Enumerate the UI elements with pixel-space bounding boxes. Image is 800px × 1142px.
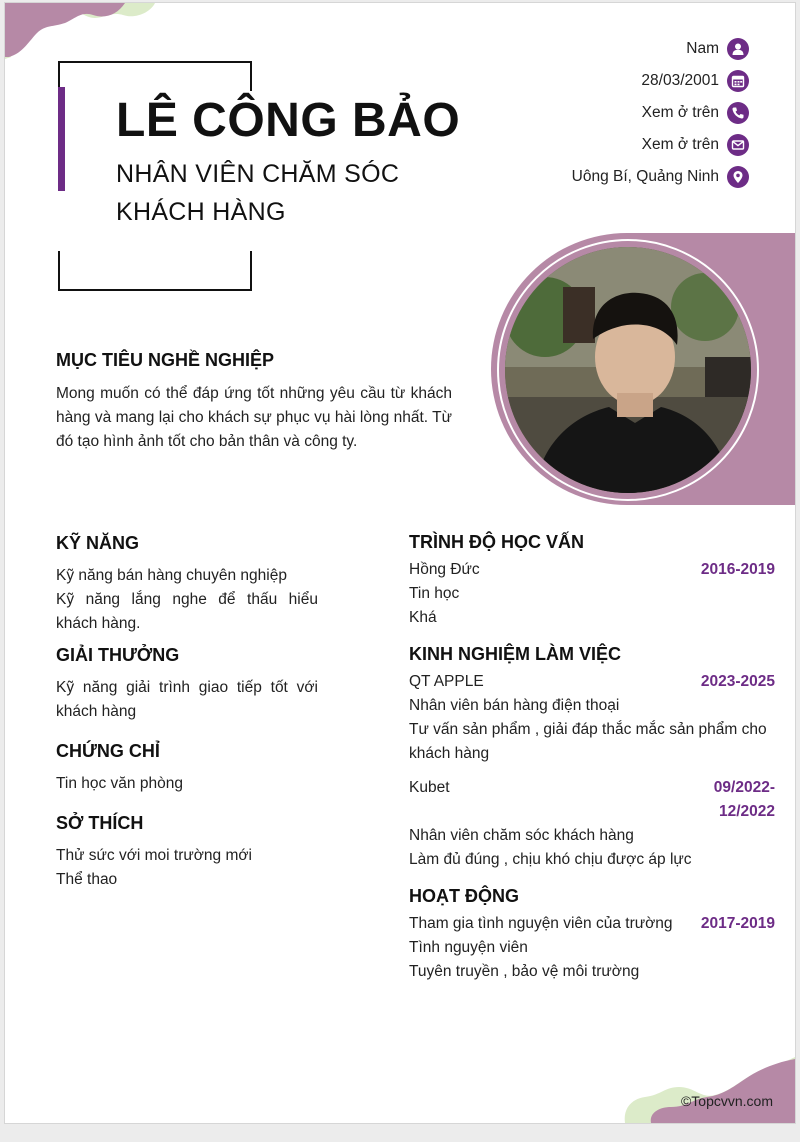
contact-email <box>572 129 749 161</box>
hobbies-title: SỞ THÍCH <box>56 813 144 833</box>
activity-org: Tham gia tình nguyện viên của trường <box>409 915 673 932</box>
calendar-icon <box>727 70 749 92</box>
education-major: Tin học <box>409 585 460 602</box>
phone-icon <box>727 102 749 124</box>
awards-title: GIẢI THƯỞNG <box>56 645 180 665</box>
job-title: NHÂN VIÊN CHĂM SÓC KHÁCH HÀNG <box>116 160 400 226</box>
mail-icon <box>727 134 749 156</box>
education-title: TRÌNH ĐỘ HỌC VẤN <box>409 532 584 552</box>
job-description: Tư vấn sản phẩm , giải đáp thắc mắc sản phẩm cho khách hàng <box>409 721 767 762</box>
certificate-item: Tin học văn phòng <box>56 775 183 792</box>
objective-title: MỤC TIÊU NGHỀ NGHIỆP <box>56 350 275 370</box>
location-pin-icon <box>727 166 749 188</box>
full-name: LÊ CÔNG BẢO <box>116 94 461 147</box>
education-grade: Khá <box>409 609 437 626</box>
contact-list <box>572 33 749 193</box>
skill-item: Kỹ năng bán hàng chuyên nghiệp <box>56 567 287 584</box>
hobby-item: Thử sức với moi trường mới <box>56 847 252 864</box>
job-description: Làm đủ đúng , chịu khó chịu được áp lực <box>409 851 692 868</box>
job-role: Nhân viên bán hàng điện thoại <box>409 697 620 714</box>
experience-title: KINH NGHIỆM LÀM VIỆC <box>409 644 622 664</box>
contact-text: Xem ở trên <box>641 136 719 153</box>
contact-text: 28/03/2001 <box>641 72 719 89</box>
contact-address <box>572 161 749 193</box>
contact-gender <box>572 33 749 65</box>
job-date <box>714 776 775 824</box>
person-icon <box>727 38 749 60</box>
profile-photo <box>505 247 751 493</box>
contact-text: Nam <box>686 40 719 57</box>
skills-title: KỸ NĂNG <box>56 533 140 553</box>
objective-text: Mong muốn có thể đáp ứng tốt những yêu cầu từ khách hàng và mang lại cho khách sự phục vụ hài lòng nhất. Từ đó tạo hình ảnh tốt cho bản thân và công ty. <box>56 385 452 450</box>
hobby-item: Thể thao <box>56 871 118 888</box>
education-school: Hồng Đức <box>409 561 480 578</box>
activity-description: Tuyên truyền , bảo vệ môi trường <box>409 963 640 980</box>
top-left-decoration <box>5 3 165 63</box>
contact-phone <box>572 97 749 129</box>
activity-date: 2017-2019 <box>700 915 775 932</box>
cv-page <box>4 2 796 1124</box>
footer-copyright: ©Topcvvn.com <box>680 1093 773 1109</box>
job-company: QT APPLE <box>409 673 484 690</box>
contact-text: Xem ở trên <box>641 104 719 121</box>
education-date: 2016-2019 <box>700 561 775 578</box>
job-date: 2023-2025 <box>700 673 775 690</box>
activity-role: Tình nguyện viên <box>409 939 528 956</box>
bottom-right-decoration <box>605 1057 795 1123</box>
name-accent-bar <box>58 87 65 191</box>
job-company: Kubet <box>409 779 450 796</box>
contact-text: Uông Bí, Quảng Ninh <box>571 168 719 185</box>
certificates-title: CHỨNG CHỈ <box>56 741 160 761</box>
job-date-end: 12/2022 <box>718 803 775 820</box>
activities-title: HOẠT ĐỘNG <box>409 886 519 906</box>
skill-item: Kỹ năng lắng nghe để thấu hiểu khách hàng. <box>56 591 318 632</box>
job-role: Nhân viên chăm sóc khách hàng <box>409 827 634 844</box>
award-item: Kỹ năng giải trình giao tiếp tốt với khách hàng <box>56 679 318 720</box>
job-date-start: 09/2022- <box>713 779 775 796</box>
contact-birthday <box>572 65 749 97</box>
